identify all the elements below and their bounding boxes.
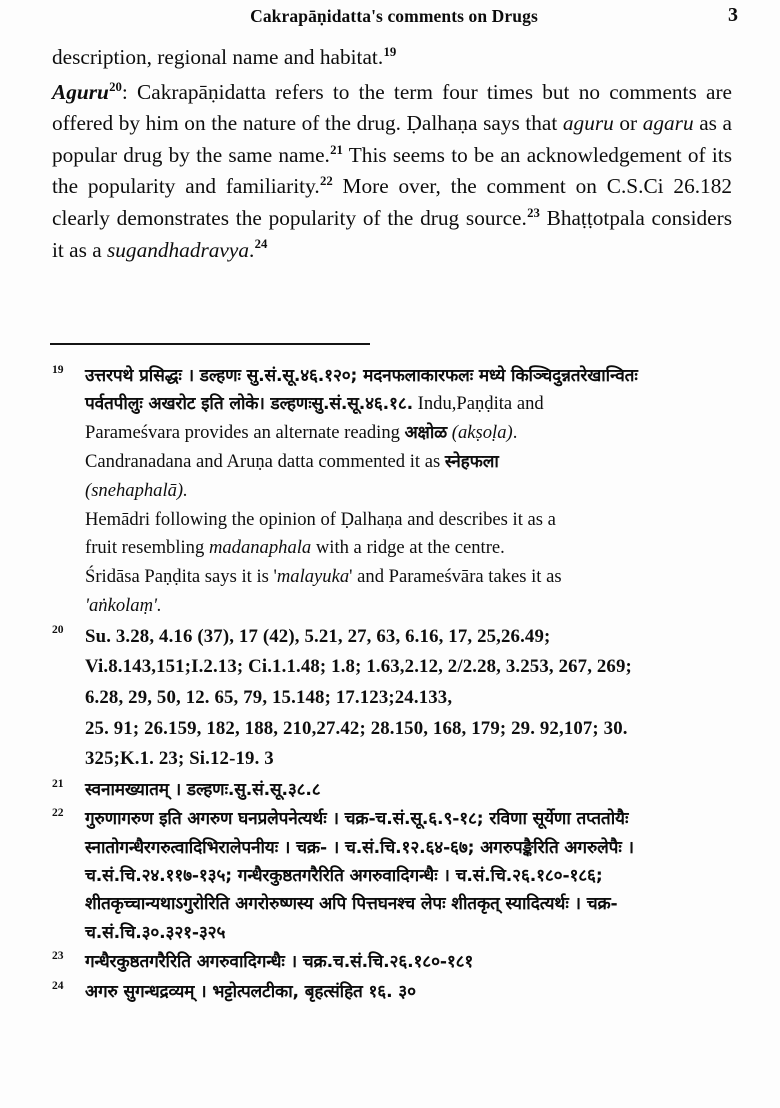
devanagari-span: अक्षोळ	[404, 423, 448, 444]
paragraph-aguru	[52, 77, 732, 267]
transliteration-span: madanaphala	[208, 537, 312, 559]
footnote-marker: 20	[52, 622, 64, 636]
footnote-separator-rule	[50, 343, 370, 345]
roman-span: Indu,Paṇḍita and	[417, 393, 544, 415]
roman-span: fruit resembling	[85, 537, 209, 559]
footnote-citation-line: 325;K.1. 23; Si.12-19. 3	[85, 748, 274, 770]
footnote-item	[52, 948, 752, 976]
footnote-ref-20: 20	[109, 79, 122, 94]
transliteration-span: 'aṅkolaṃ'.	[85, 594, 162, 616]
drug-term-aguru: Aguru	[52, 79, 109, 104]
paragraph-1-text: description, regional name and habitat.	[52, 45, 384, 69]
paragraph-continuation	[52, 42, 732, 74]
footnotes-section	[52, 362, 752, 1007]
footnote-body	[85, 978, 752, 1006]
footnote-body	[85, 776, 752, 804]
footnote-body	[85, 948, 752, 976]
devanagari-span: स्नेहफला	[444, 452, 499, 472]
footnote-line: Hemādri following the opinion of Ḍalhaṇa and describes it as a	[85, 508, 556, 530]
roman-span: with a ridge at the centre.	[311, 537, 505, 559]
footnote-marker: 19	[52, 363, 64, 376]
paragraph-2-segment-2: or	[613, 111, 643, 136]
footnote-item	[52, 805, 752, 947]
roman-span: Parameśvara provides an alternate reading	[85, 422, 405, 444]
footnote-body	[85, 622, 752, 775]
footnote-item	[52, 362, 752, 621]
footnote-line	[85, 448, 752, 477]
term-sugandhadravya-italic: sugandhadravya	[107, 237, 249, 262]
footnote-citation-line: 6.28, 29, 50, 12. 65, 79, 15.148; 17.123;24.133,	[85, 686, 453, 708]
footnote-line: अगरु सुगन्धद्रव्यम् । भट्टोत्पलटीका, बृहत्संहित १६. ३०	[85, 981, 416, 1002]
body-text	[52, 42, 732, 269]
term-agaru-italic: agaru	[642, 111, 694, 136]
footnote-line: गुरुणागरुण इति अगरुण घनप्रलेपनेत्यर्थः । चक्र-च.सं.सू.६.९-१८; रविणा सूर्येणा तप्ततोयैः	[85, 809, 629, 830]
roman-span: Candranadana and Aruṇa datta commented it as	[85, 451, 445, 472]
paragraph-2-segment-3: as a popular drug by the same name.	[52, 111, 732, 167]
roman-span: ' and Parameśvāra takes it as	[349, 566, 562, 588]
footnote-line: उत्तरपथे प्रसिद्धः । डल्हणः सु.सं.सू.४६.१२०; मदनफलाकारफलः मध्ये किञ्चिदुन्नतरेखान्वितः	[85, 366, 638, 386]
footnote-line	[85, 419, 752, 448]
footnote-ref-23: 23	[527, 205, 540, 220]
footnote-item	[52, 622, 752, 775]
footnote-ref-22: 22	[319, 174, 333, 189]
footnote-line: च.सं.चि.३०.३२१-३२५	[85, 922, 226, 943]
footnote-line: गन्धैरकुष्ठतगरैरिति अगरुवादिगन्धैः । चक्र.च.सं.चि.२६.१८०-१८१	[85, 952, 474, 973]
footnote-marker: 24	[52, 978, 64, 992]
footnote-line	[85, 592, 752, 621]
footnote-citation-line: Su. 3.28, 4.16 (37), 17 (42), 5.21, 27, 63, 6.16, 17, 25,26.49;	[85, 625, 551, 647]
transliteration-span: (akṣoḷa)	[451, 422, 513, 444]
footnote-body	[85, 362, 752, 621]
footnote-item	[52, 978, 752, 1006]
footnote-line: शीतकृच्चान्यथाऽगुरोरिति अगरोरुष्णस्य अपि पित्तघनश्च लेपः शीतकृत् स्यादित्यर्थः । चक्र-	[85, 894, 618, 915]
paragraph-2-segment-4: This seems to be an acknowledgement of its the popularity and familiarity.	[52, 142, 732, 199]
page-number: 3	[728, 4, 738, 26]
footnote-citation-line: 25. 91; 26.159, 182, 188, 210,27.42; 28.150, 168, 179; 29. 92,107; 30.	[85, 717, 628, 739]
footnote-line	[85, 477, 752, 506]
paragraph-2-segment-5: More over, the comment on C.S.Ci 26.182 clearly demonstrates the popularity of the drug source.	[52, 174, 732, 230]
footnote-ref-24: 24	[254, 237, 268, 252]
footnote-marker: 23	[52, 949, 64, 963]
footnote-line: च.सं.चि.२४.११७-१३५; गन्धैरकुष्ठतगरैरिति अगरुवादिगन्धैः । च.सं.चि.२६.१८०-१८६;	[85, 865, 603, 886]
footnote-ref-21: 21	[330, 142, 343, 157]
running-header	[50, 6, 738, 32]
footnote-line: स्वनामख्यातम् । डल्हणः.सु.सं.सू.३८.८	[85, 779, 321, 800]
footnote-line	[85, 563, 752, 592]
header-title: Cakrapāṇidatta's comments on Drugs	[250, 6, 538, 26]
footnote-marker: 22	[52, 806, 64, 820]
transliteration-span: malayuka	[276, 566, 350, 588]
paragraph-2-segment-6: Bhaṭṭotpala considers it as a	[52, 205, 732, 262]
footnote-marker: 21	[52, 776, 64, 790]
paragraph-2-segment-1: : Cakrapāṇidatta refers to the term four times but no comments are offered by him on the nature of the drug. Ḍalhaṇa says that	[52, 79, 732, 136]
roman-span: Śridāsa Paṇḍita says it is '	[85, 566, 277, 588]
footnote-item	[52, 776, 752, 804]
roman-span: .	[512, 422, 518, 444]
footnote-line: स्नातोगन्धैरगरुत्वादिभिरालेपनीयः । चक्र- । च.सं.चि.१२.६४-६७; अगरुपङ्कैरिति अगरुलेपैः ।	[85, 837, 634, 858]
footnote-ref-19: 19	[383, 44, 397, 59]
transliteration-span: (snehaphalā).	[85, 479, 188, 501]
footnote-line	[85, 534, 752, 563]
devanagari-span: पर्वतपीलुः अखरोट इति लोके। डल्हणःसु.सं.सू.४६.१८.	[85, 394, 414, 415]
paragraph-2-segment-7: .	[248, 237, 255, 262]
term-aguru-italic: aguru	[562, 111, 614, 136]
footnote-body	[85, 805, 752, 947]
footnote-citation-line: Vi.8.143,151;I.2.13; Ci.1.1.48; 1.8; 1.63,2.12, 2/2.28, 3.253, 267, 269;	[85, 656, 632, 678]
footnote-line	[85, 390, 752, 419]
